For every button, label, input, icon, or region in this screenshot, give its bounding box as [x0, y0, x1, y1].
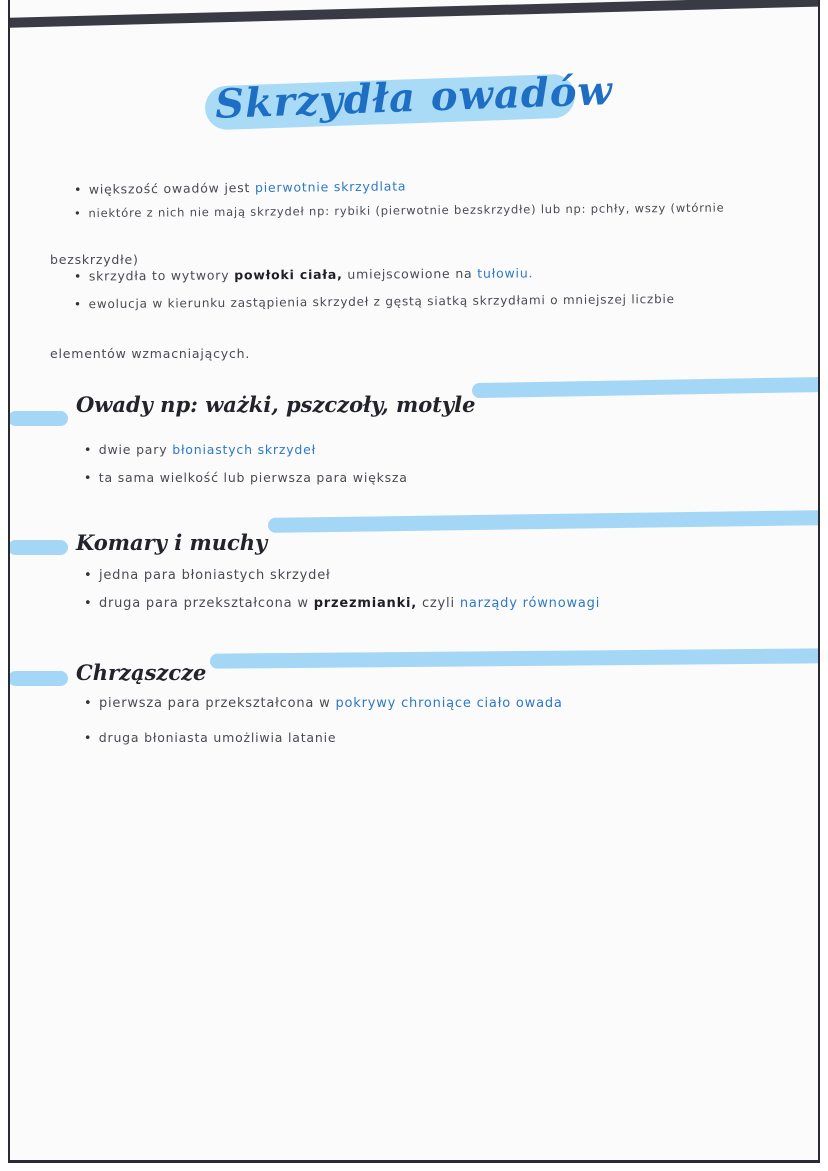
section-2-heading: Komary i muchy [76, 530, 268, 555]
bullet-icon: • [84, 730, 93, 745]
bullet-icon: • [73, 268, 83, 284]
title-block [205, 67, 614, 132]
bullet-icon: • [84, 442, 93, 457]
bullet-icon: • [84, 596, 93, 611]
notebook-page [8, 0, 820, 1163]
intro-line-6: elementów wzmacniających. [50, 346, 251, 361]
bullet-icon: • [84, 568, 93, 583]
intro-line-4: • skrzydła to wytwory powłoki ciała, umiejscowione na tułowiu. [73, 265, 534, 284]
bullet-icon: • [73, 181, 83, 197]
page-title: Skrzydła owadów [214, 67, 614, 128]
section-2-bullet-2: • druga para przekształcona w przezmianki, czyli narządy równowagi [84, 596, 601, 611]
bullet-icon: • [73, 297, 82, 312]
section-3-heading: Chrząszcze [76, 660, 207, 685]
section-2-stripe-left [8, 540, 68, 555]
section-3-bullet-2: • druga błoniasta umożliwia latanie [84, 730, 337, 745]
intro-line-2: • niektóre z nich nie mają skrzydeł np: rybiki (pierwotnie bezskrzydłe) lub np: pchły, wszy (wtórnie [73, 200, 725, 221]
section-2-bullet-1: • jedna para błoniastych skrzydeł [84, 568, 331, 583]
section-1-bullet-2: • ta sama wielkość lub pierwsza para większa [84, 470, 408, 485]
section-3-bullet-1: • pierwsza para przekształcona w pokrywy chroniące ciało owada [84, 696, 563, 711]
intro-line-5: • ewolucja w kierunku zastąpienia skrzydeł z gęstą siatką skrzydłami o mniejszej liczbie [73, 292, 675, 312]
page-top-border [8, 0, 820, 28]
section-2-stripe-right [268, 510, 820, 533]
section-1-stripe-right [472, 377, 820, 398]
section-3-stripe-left [8, 671, 68, 686]
section-1-stripe-left [8, 411, 68, 426]
intro-line-1: • większość owadów jest pierwotnie skrzydlata [73, 178, 407, 197]
bullet-icon: • [84, 470, 93, 485]
bullet-icon: • [73, 206, 82, 221]
section-1-bullet-1: • dwie pary błoniastych skrzydeł [84, 442, 316, 457]
section-3-stripe-right [210, 648, 820, 668]
intro-line-3: bezskrzydłe) [50, 252, 139, 267]
bullet-icon: • [84, 696, 93, 711]
section-1-heading: Owady np: ważki, pszczoły, motyle [76, 392, 476, 417]
